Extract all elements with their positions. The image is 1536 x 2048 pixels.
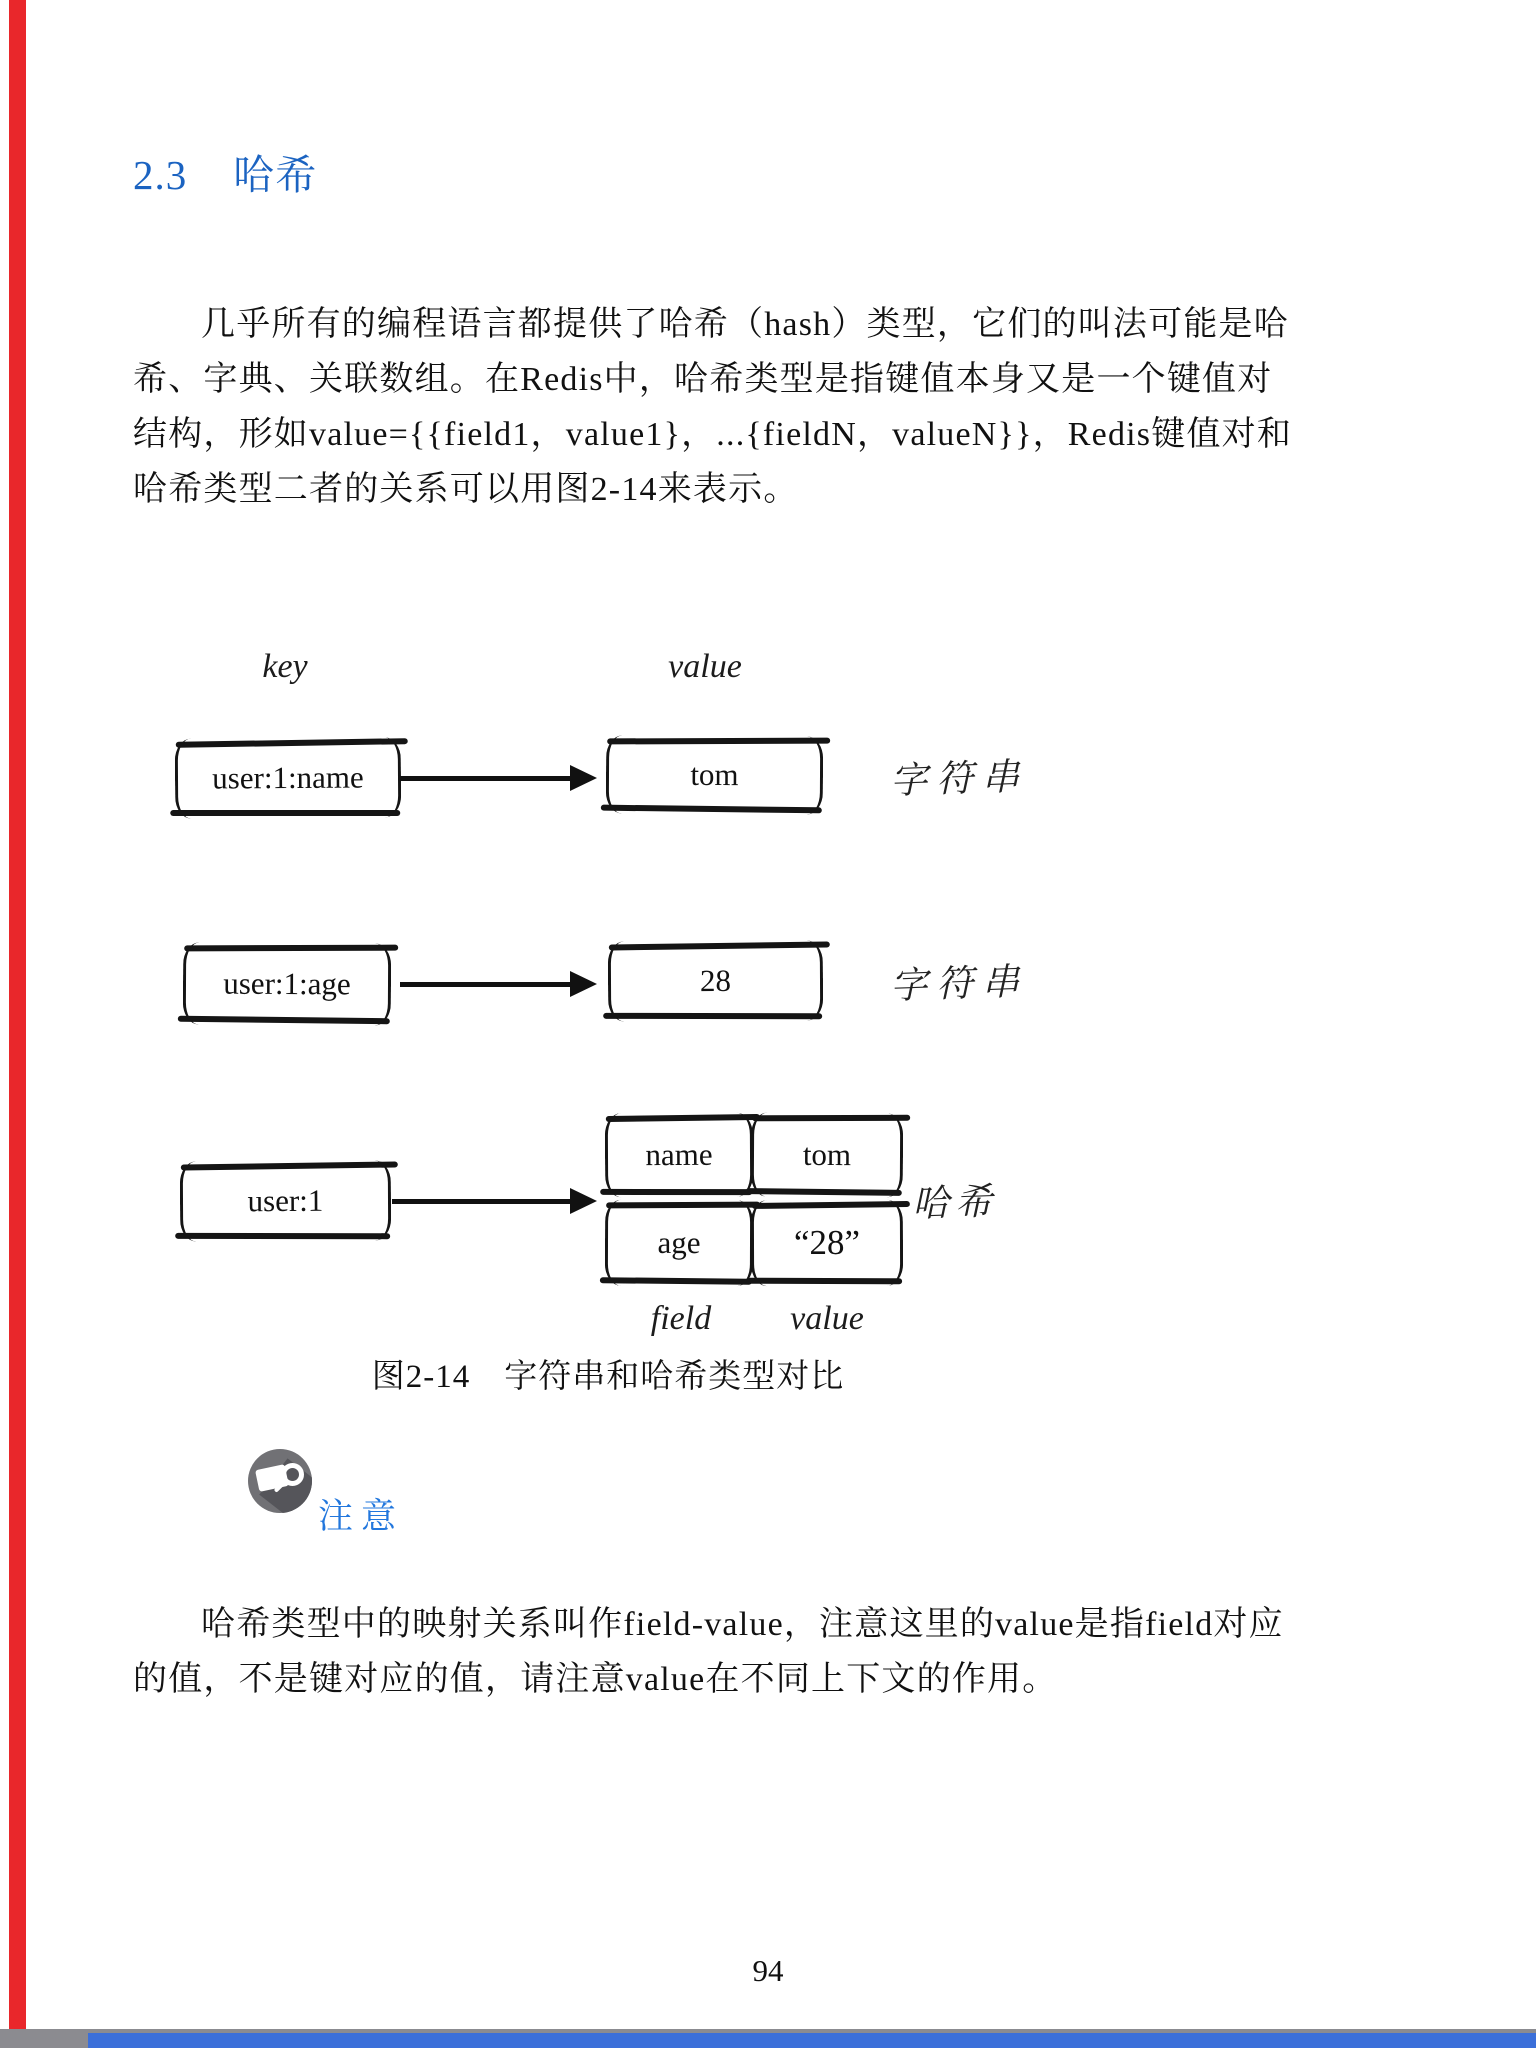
value-box: [608, 940, 823, 1021]
section-title: 哈希: [233, 152, 318, 198]
hash-value-cell: [751, 1200, 903, 1287]
cell-text: age: [657, 1224, 701, 1261]
arrow-right-icon: [400, 776, 572, 781]
value-box: [606, 735, 823, 814]
key-box: [180, 1160, 391, 1241]
key-box: [175, 737, 402, 819]
key-box: [183, 942, 391, 1025]
hash-value-cell: [751, 1113, 903, 1198]
note-label: 注意: [318, 1497, 405, 1536]
figure-caption: 图2-14 字符串和哈希类型对比: [371, 1359, 845, 1395]
value-bottom-label: value: [790, 1300, 864, 1337]
paragraph-intro: [133, 297, 1355, 517]
section-number: 2.3: [133, 152, 188, 198]
bottom-progress-bar: [88, 2033, 1536, 2048]
paragraph-line: 结构，形如value={{field1，value1}，...{fieldN，valueN}}，Redis键值对和: [133, 416, 1293, 453]
note-icon: [248, 1449, 312, 1513]
figure-value-column-label: value: [668, 648, 742, 685]
left-red-strip: [9, 0, 26, 2048]
paragraph-line: 的值，不是键对应的值，请注意value在不同上下文的作用。: [133, 1661, 1058, 1698]
type-label-hash: 哈希: [911, 1181, 999, 1226]
paragraph-line: 希、字典、关联数组。在Redis中，哈希类型是指键值本身又是一个键值对: [133, 361, 1273, 398]
field-bottom-label: field: [650, 1300, 712, 1337]
arrow-right-icon: [400, 982, 572, 987]
cell-text: “28”: [793, 1222, 861, 1263]
note-icon-magnifier: [281, 1463, 304, 1486]
type-label-string: 字符串: [889, 961, 1029, 1008]
cell-text: tom: [802, 1136, 852, 1173]
paragraph-line: 哈希类型中的映射关系叫作field-value，注意这里的value是指field对应: [201, 1606, 1284, 1643]
value-box-text: 28: [699, 962, 732, 999]
hash-field-cell: [605, 1200, 753, 1287]
cell-text: name: [645, 1136, 713, 1173]
value-box-text: tom: [690, 756, 739, 793]
paragraph-note-body: [133, 1597, 1355, 1707]
hash-field-cell: [605, 1113, 753, 1198]
key-box-text: user:1:name: [212, 759, 364, 796]
key-box-text: user:1:age: [223, 965, 351, 1002]
key-box-text: user:1: [247, 1182, 324, 1219]
paragraph-line: 几乎所有的编程语言都提供了哈希（hash）类型，它们的叫法可能是哈: [201, 306, 1289, 343]
page-number: 94: [752, 1953, 784, 1988]
section-heading: [133, 142, 317, 201]
type-label-string: 字符串: [889, 756, 1029, 803]
figure-key-column-label: key: [262, 648, 308, 685]
paragraph-line: 哈希类型二者的关系可以用图2-14来表示。: [133, 471, 799, 508]
arrow-right-icon: [392, 1199, 572, 1204]
